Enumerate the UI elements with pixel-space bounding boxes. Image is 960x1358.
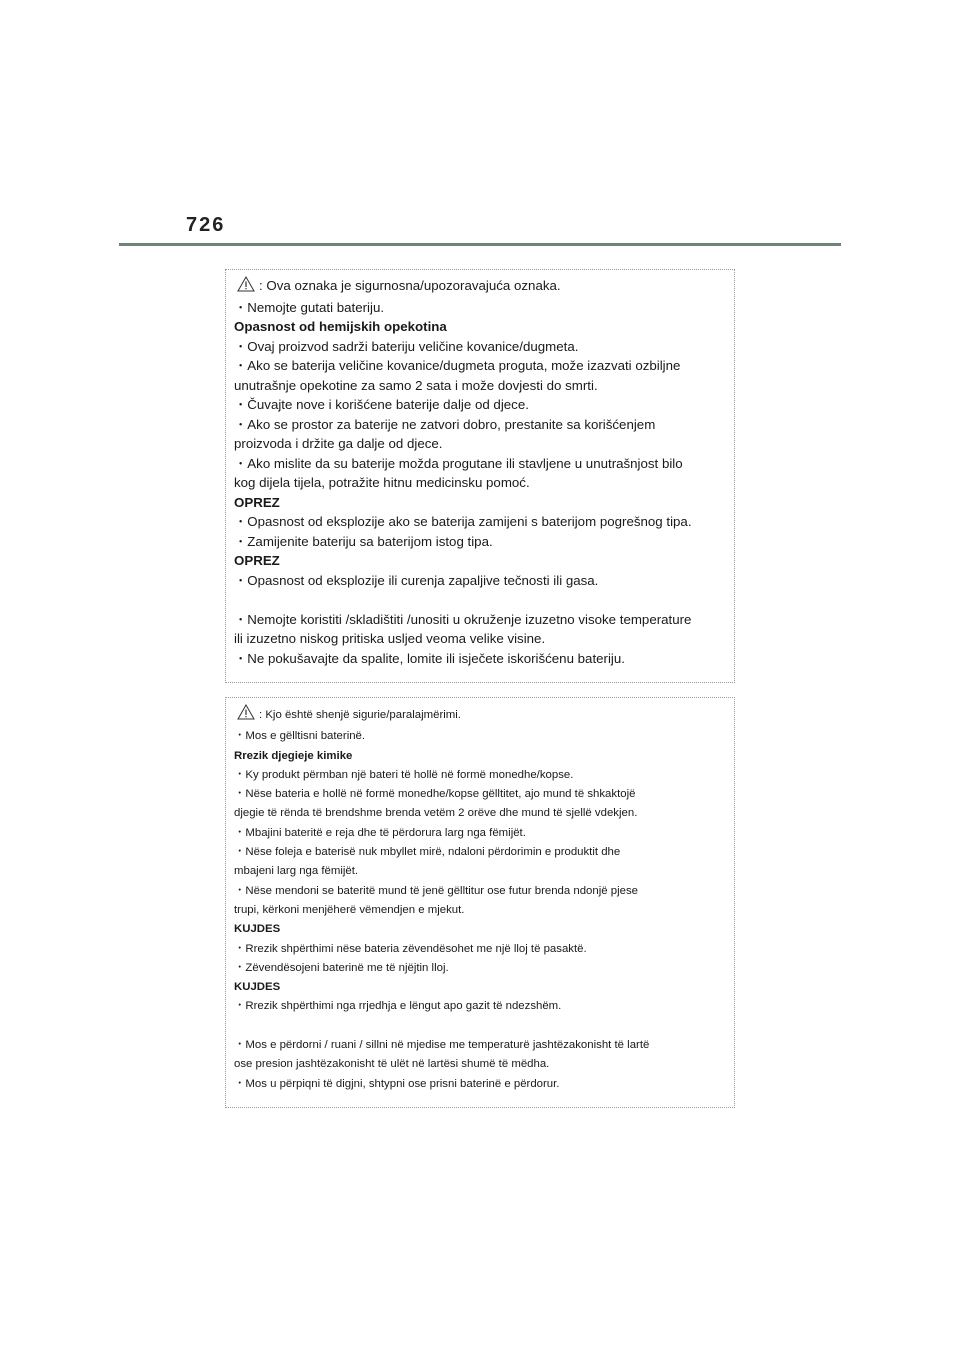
warning-intro-text: : Kjo është shenjë sigurie/paralajmërimi. [259,709,461,721]
warning-box-albanian [225,697,735,1108]
warning-line: ・Rrezik shpërthimi nëse bateria zëvendësohet me një lloj të pasaktë. [234,942,587,955]
warning-line: ・Rrezik shpërthimi nga rrjedhja e lëngut apo gazit të ndezshëm. [234,1000,562,1013]
warning-triangle-icon [237,704,255,727]
warning-line: ・Ako se prostor za baterije ne zatvori dobro, prestanite sa korišćenjem [234,416,656,432]
warning-line: ・Nemojte koristiti /skladištiti /unositi u okruženje izuzetno visoke temperature [234,611,692,627]
warning-line: kog dijela tijela, potražite hitnu medicinsku pomoć. [234,475,530,490]
warning-line: ・Mbajini bateritë e reja dhe të përdorura larg nga fëmijët. [234,826,526,839]
warning-line: ・Nëse mendoni se bateritë mund të jenë gëlltitur ose futur brenda ndonjë pjese [234,884,638,897]
warning-line: ・Ky produkt përmban një bateri të hollë në formë monedhe/kopse. [234,768,574,781]
blank-line [234,590,734,610]
warning-line: ・Ako se baterija veličine kovanice/dugmeta proguta, može izazvati ozbiljne [234,358,681,373]
section-heading: OPREZ [234,553,280,568]
warning-line: ・Ako mislite da su baterije možda progutane ili stavljene u unutrašnjost bilo [234,455,683,471]
section-heading: KUJDES [234,981,281,994]
warning-line: proizvoda i držite ga dalje od djece. [234,436,443,451]
warning-triangle-icon [237,276,255,298]
warning-line: trupi, kërkoni menjëherë vëmendjen e mjekut. [234,903,465,916]
warning-intro [234,704,734,727]
warning-line: unutrašnje opekotine za samo 2 sata i može dovjesti do smrti. [234,377,598,393]
warning-line: ・Mos e përdorni / ruani / sillni në mjedise me temperaturë jashtëzakonisht të lartë [234,1039,650,1052]
warning-intro-text: : Ova oznaka je sigurnosna/upozoravajuća oznaka. [259,278,561,293]
header-rule [119,243,841,246]
warning-line: ili izuzetno niskog pritiska usljed veoma velike visine. [234,631,546,646]
warning-line: ・Opasnost od eksplozije ili curenja zapaljive tečnosti ili gasa. [234,572,599,588]
warning-line: ose presion jashtëzakonisht të ulët në lartësi shumë të mëdha. [234,1058,550,1071]
warning-box-bosnian [225,269,735,683]
warning-lines [234,727,734,1094]
warning-intro [234,276,734,298]
warning-line: ・Nëse bateria e hollë në formë monedhe/kopse gëlltitet, ajo mund të shkaktojë [234,788,636,801]
warning-line: ・Mos u përpiqni të digjni, shtypni ose prisni baterinë e përdorur. [234,1077,560,1090]
warning-line: ・Opasnost od eksplozije ako se baterija zamijeni s baterijom pogrešnog tipa. [234,514,692,529]
page-number: 726 [186,214,226,236]
warning-line: ・Čuvajte nove i korišćene baterije dalje od djece. [234,397,529,412]
section-heading: Opasnost od hemijskih opekotina [234,319,447,334]
warning-line: mbajeni larg nga fëmijët. [234,865,359,878]
blank-line [234,1017,734,1036]
warning-line: ・Ne pokušavajte da spalite, lomite ili isječete iskorišćenu bateriju. [234,650,625,666]
warning-line: djegie të rënda të brendshme brenda vetëm 2 orëve dhe mund të sjellë vdekjen. [234,807,638,820]
warning-line: ・Zamijenite bateriju sa baterijom istog tipa. [234,533,493,549]
warning-lines [234,298,734,669]
warning-line: ・Mos e gëlltisni baterinë. [234,730,366,743]
section-heading: Rrezik djegieje kimike [234,749,353,762]
warning-line: ・Ovaj proizvod sadrži bateriju veličine kovanice/dugmeta. [234,338,579,354]
warning-line: ・Nemojte gutati bateriju. [234,299,385,315]
section-heading: OPREZ [234,494,280,510]
section-heading: KUJDES [234,923,281,936]
warning-line: ・Nëse foleja e baterisë nuk mbyllet mirë, ndaloni përdorimin e produktit dhe [234,846,621,859]
warning-line: ・Zëvendësojeni baterinë me të njëjtin lloj. [234,961,449,974]
